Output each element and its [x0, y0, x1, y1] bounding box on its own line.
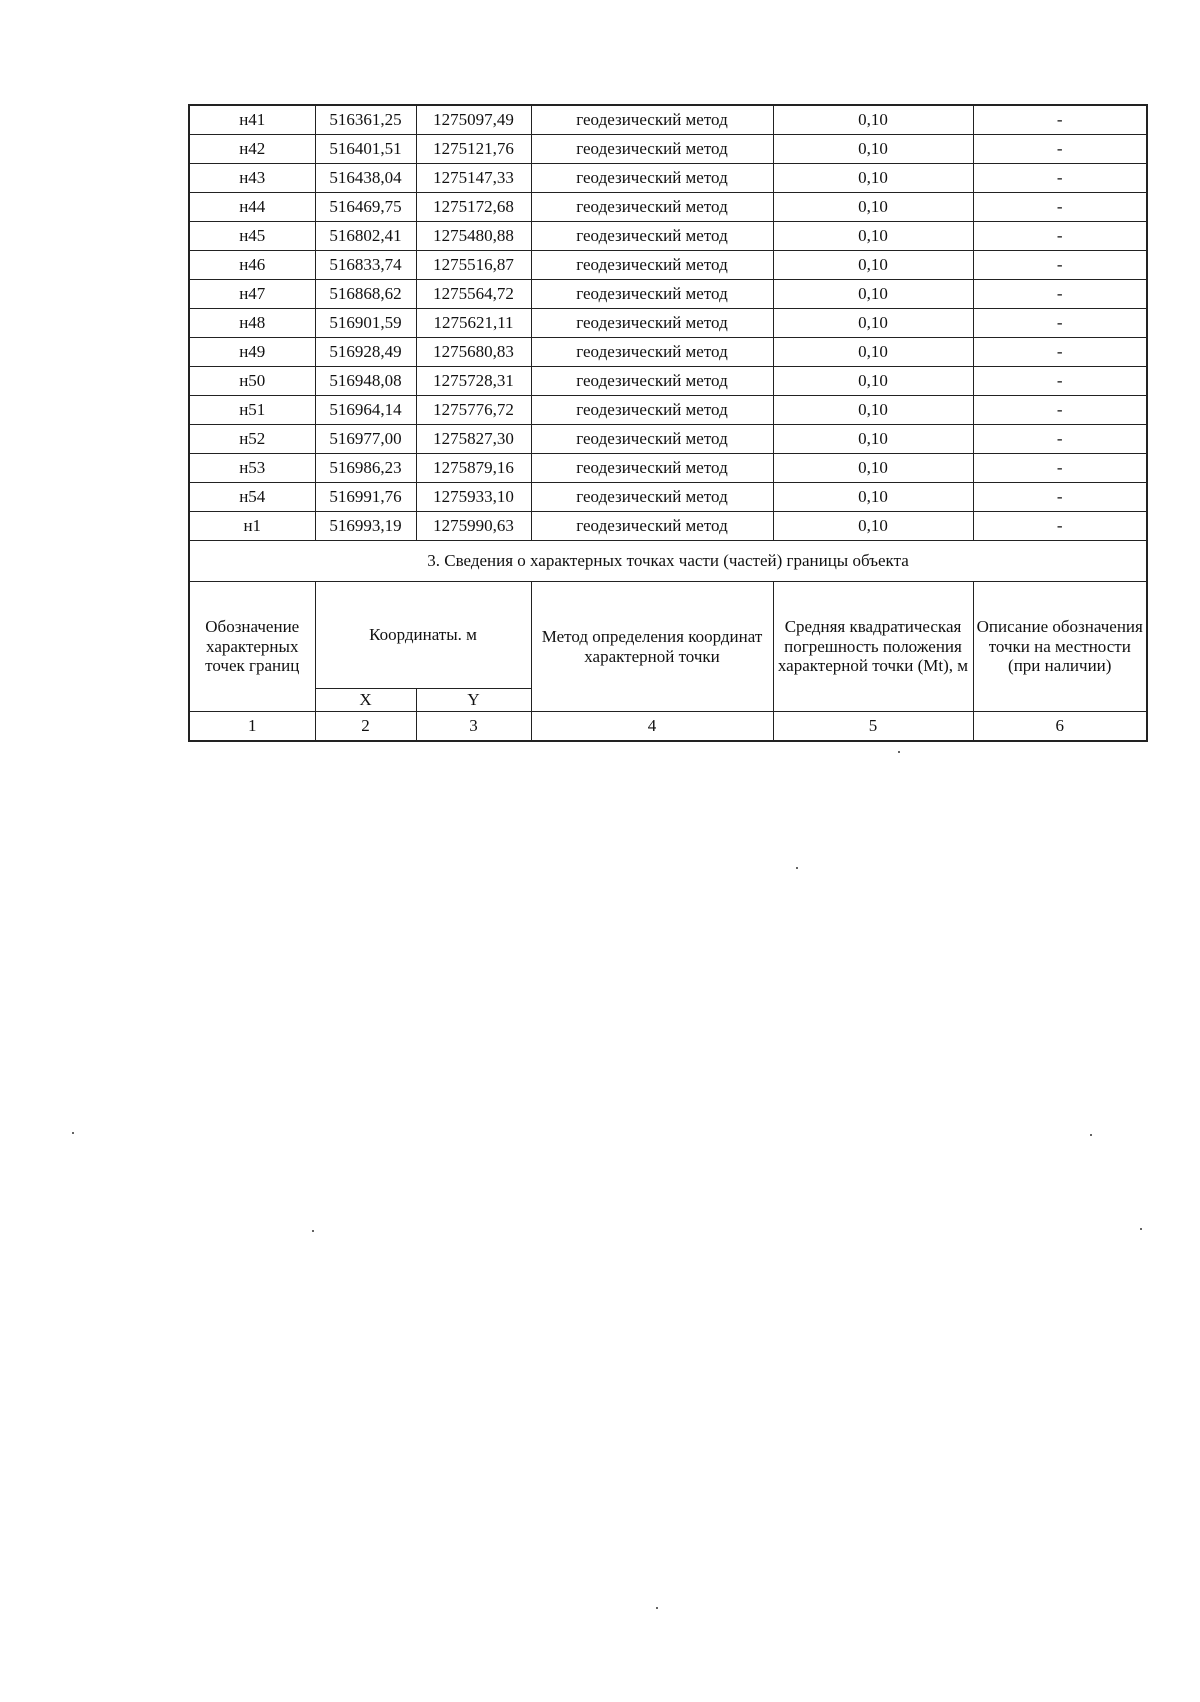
- accuracy-mt: 0,10: [773, 425, 973, 454]
- accuracy-mt: 0,10: [773, 454, 973, 483]
- coord-x: 516993,19: [315, 512, 416, 541]
- point-description: -: [973, 454, 1147, 483]
- column-number: 4: [531, 712, 773, 742]
- coord-x: 516802,41: [315, 222, 416, 251]
- method: геодезический метод: [531, 193, 773, 222]
- scan-speck: [656, 1607, 658, 1609]
- accuracy-mt: 0,10: [773, 193, 973, 222]
- header-y: Y: [416, 689, 531, 712]
- accuracy-mt: 0,10: [773, 251, 973, 280]
- coord-x: 516361,25: [315, 105, 416, 135]
- table-row: [189, 396, 1147, 425]
- data-rows: [189, 105, 1147, 541]
- coord-y: 1275680,83: [416, 338, 531, 367]
- coord-x: 516868,62: [315, 280, 416, 309]
- point-description: -: [973, 425, 1147, 454]
- column-number: 2: [315, 712, 416, 742]
- point-label: н46: [189, 251, 315, 280]
- method: геодезический метод: [531, 512, 773, 541]
- header-mt: Средняя квадратическая погрешность положения характерной точки (Mt), м: [773, 582, 973, 712]
- table-row: [189, 135, 1147, 164]
- method: геодезический метод: [531, 280, 773, 309]
- table-row: [189, 338, 1147, 367]
- column-number: 6: [973, 712, 1147, 742]
- accuracy-mt: 0,10: [773, 309, 973, 338]
- coord-y: 1275621,11: [416, 309, 531, 338]
- header-point: Обозначение характерных точек границ: [189, 582, 315, 712]
- coord-x: 516469,75: [315, 193, 416, 222]
- accuracy-mt: 0,10: [773, 512, 973, 541]
- method: геодезический метод: [531, 338, 773, 367]
- coord-x: 516986,23: [315, 454, 416, 483]
- point-label: н45: [189, 222, 315, 251]
- point-description: -: [973, 338, 1147, 367]
- point-label: н42: [189, 135, 315, 164]
- method: геодезический метод: [531, 222, 773, 251]
- point-label: н49: [189, 338, 315, 367]
- coord-y: 1275097,49: [416, 105, 531, 135]
- section-3-header: [189, 541, 1147, 742]
- accuracy-mt: 0,10: [773, 396, 973, 425]
- column-number: 1: [189, 712, 315, 742]
- table-row: [189, 425, 1147, 454]
- coord-y: 1275172,68: [416, 193, 531, 222]
- point-description: -: [973, 105, 1147, 135]
- coord-x: 516901,59: [315, 309, 416, 338]
- coord-y: 1275933,10: [416, 483, 531, 512]
- point-label: н47: [189, 280, 315, 309]
- point-description: -: [973, 251, 1147, 280]
- coord-x: 516438,04: [315, 164, 416, 193]
- method: геодезический метод: [531, 135, 773, 164]
- accuracy-mt: 0,10: [773, 338, 973, 367]
- scan-speck: [312, 1230, 314, 1232]
- point-description: -: [973, 280, 1147, 309]
- point-label: н53: [189, 454, 315, 483]
- coord-x: 516401,51: [315, 135, 416, 164]
- table-row: [189, 251, 1147, 280]
- point-description: -: [973, 309, 1147, 338]
- scan-speck: [1090, 1134, 1092, 1136]
- coord-x: 516964,14: [315, 396, 416, 425]
- coord-y: 1275480,88: [416, 222, 531, 251]
- scan-speck: [1140, 1228, 1142, 1230]
- accuracy-mt: 0,10: [773, 367, 973, 396]
- header-method: Метод определения координат характерной точки: [531, 582, 773, 712]
- scan-speck: [72, 1132, 74, 1134]
- coord-x: 516928,49: [315, 338, 416, 367]
- coord-x: 516991,76: [315, 483, 416, 512]
- point-description: -: [973, 483, 1147, 512]
- coord-y: 1275516,87: [416, 251, 531, 280]
- header-x: X: [315, 689, 416, 712]
- point-description: -: [973, 367, 1147, 396]
- accuracy-mt: 0,10: [773, 135, 973, 164]
- point-label: н44: [189, 193, 315, 222]
- method: геодезический метод: [531, 164, 773, 193]
- point-label: н54: [189, 483, 315, 512]
- boundary-points-table: [188, 104, 1148, 742]
- section-title: 3. Сведения о характерных точках части (частей) границы объекта: [189, 541, 1147, 582]
- scan-speck: [898, 751, 900, 753]
- accuracy-mt: 0,10: [773, 105, 973, 135]
- coord-y: 1275121,76: [416, 135, 531, 164]
- method: геодезический метод: [531, 425, 773, 454]
- column-numbers-row: [189, 712, 1147, 742]
- point-label: н50: [189, 367, 315, 396]
- scan-speck: [796, 867, 798, 869]
- coord-y: 1275728,31: [416, 367, 531, 396]
- table-row: [189, 105, 1147, 135]
- coord-y: 1275147,33: [416, 164, 531, 193]
- method: геодезический метод: [531, 454, 773, 483]
- table-row: [189, 222, 1147, 251]
- accuracy-mt: 0,10: [773, 222, 973, 251]
- method: геодезический метод: [531, 105, 773, 135]
- table-row: [189, 483, 1147, 512]
- point-description: -: [973, 512, 1147, 541]
- coord-x: 516977,00: [315, 425, 416, 454]
- accuracy-mt: 0,10: [773, 483, 973, 512]
- column-number: 5: [773, 712, 973, 742]
- method: геодезический метод: [531, 251, 773, 280]
- coord-y: 1275990,63: [416, 512, 531, 541]
- column-number: 3: [416, 712, 531, 742]
- table-row: [189, 309, 1147, 338]
- coord-y: 1275776,72: [416, 396, 531, 425]
- point-label: н43: [189, 164, 315, 193]
- coord-y: 1275827,30: [416, 425, 531, 454]
- method: геодезический метод: [531, 396, 773, 425]
- coord-y: 1275879,16: [416, 454, 531, 483]
- point-label: н52: [189, 425, 315, 454]
- coord-y: 1275564,72: [416, 280, 531, 309]
- table-row: [189, 193, 1147, 222]
- point-label: н1: [189, 512, 315, 541]
- table-row: [189, 454, 1147, 483]
- point-label: н51: [189, 396, 315, 425]
- header-coordinates: Координаты. м: [315, 582, 531, 689]
- point-label: н41: [189, 105, 315, 135]
- coord-x: 516833,74: [315, 251, 416, 280]
- point-label: н48: [189, 309, 315, 338]
- table-row: [189, 512, 1147, 541]
- table-row: [189, 367, 1147, 396]
- point-description: -: [973, 164, 1147, 193]
- point-description: -: [973, 222, 1147, 251]
- accuracy-mt: 0,10: [773, 164, 973, 193]
- method: геодезический метод: [531, 367, 773, 396]
- method: геодезический метод: [531, 309, 773, 338]
- table-row: [189, 164, 1147, 193]
- method: геодезический метод: [531, 483, 773, 512]
- coord-x: 516948,08: [315, 367, 416, 396]
- header-description: Описание обозначения точки на местности (при наличии): [973, 582, 1147, 712]
- accuracy-mt: 0,10: [773, 280, 973, 309]
- point-description: -: [973, 193, 1147, 222]
- point-description: -: [973, 396, 1147, 425]
- point-description: -: [973, 135, 1147, 164]
- table-row: [189, 280, 1147, 309]
